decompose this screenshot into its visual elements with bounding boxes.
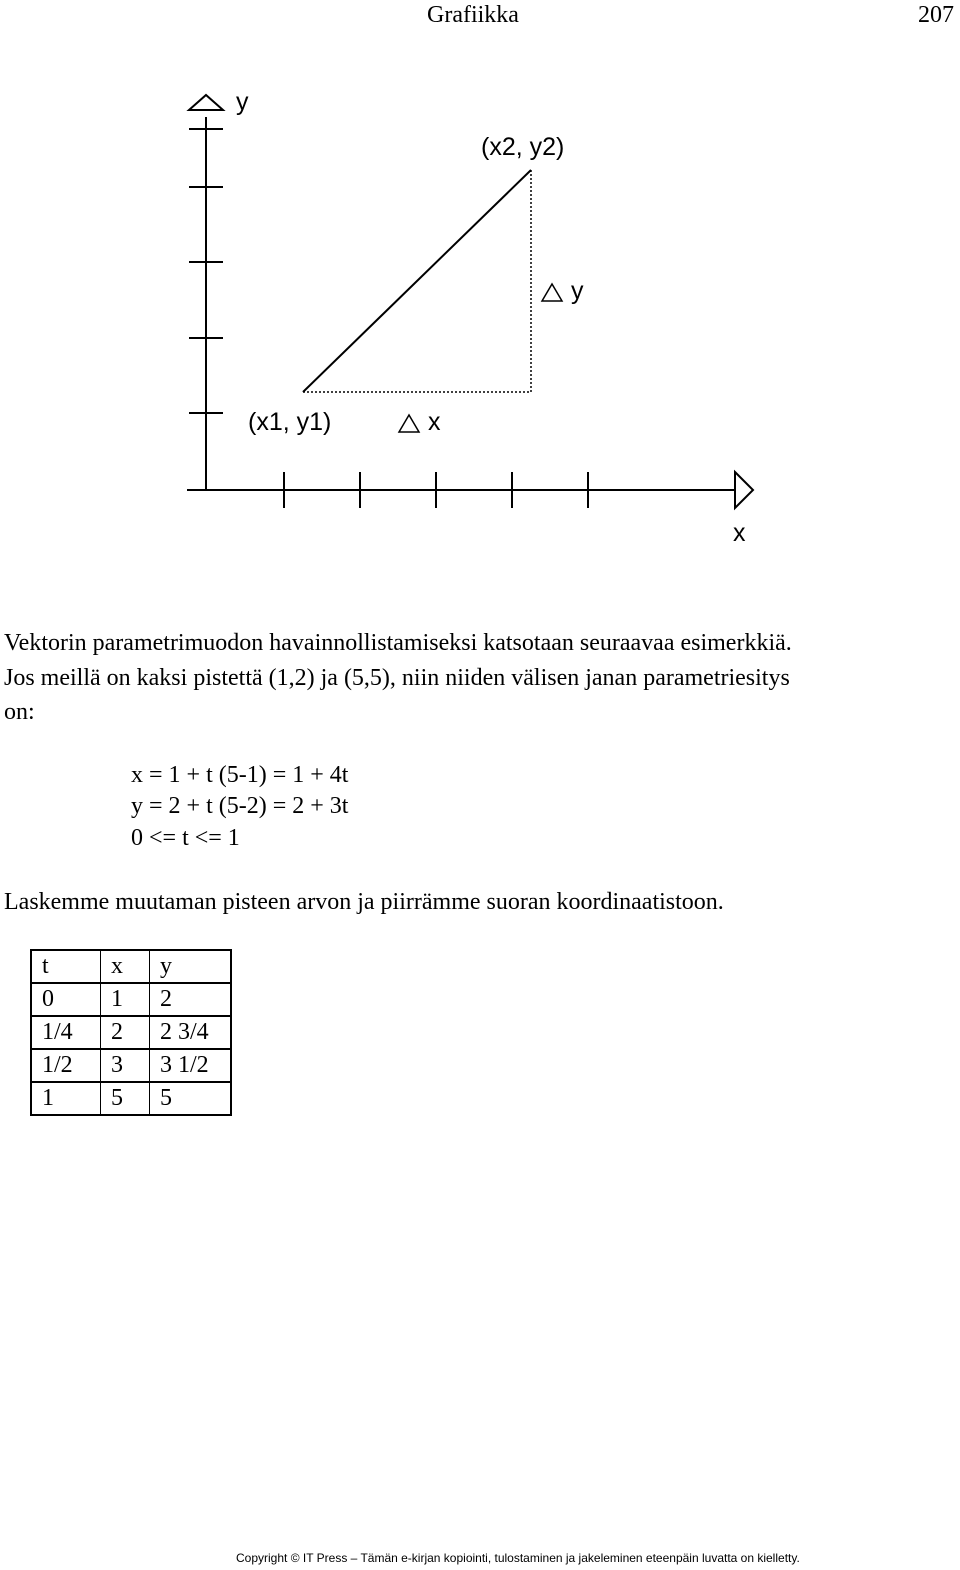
point2-label: (x2, y2): [481, 133, 565, 161]
table-row: [31, 1082, 231, 1115]
table-row: [31, 1049, 231, 1082]
delta-y-label: y: [571, 277, 584, 305]
x-axis-arrowhead: [735, 472, 753, 508]
table-cell: 3 1/2: [150, 1049, 232, 1082]
paragraph-line-3: on:: [4, 699, 35, 725]
closing-sentence: Laskemme muutaman pisteen arvon ja piirrämme suoran koordinaatistoon.: [4, 889, 724, 915]
table-cell: 2: [150, 983, 232, 1016]
values-table: [30, 949, 232, 1116]
page-header-title: Grafiikka: [427, 2, 519, 28]
table-cell: 3: [101, 1049, 150, 1082]
table-cell: 1: [101, 983, 150, 1016]
table-cell: 5: [150, 1082, 232, 1115]
table-header-x: x: [101, 950, 150, 983]
equation-range: 0 <= t <= 1: [131, 825, 240, 851]
equation-y: y = 2 + t (5-2) = 2 + 3t: [131, 793, 349, 819]
table-cell: 2 3/4: [150, 1016, 232, 1049]
table-cell: 0: [31, 983, 101, 1016]
coordinate-diagram: [0, 0, 960, 600]
table-header-y: y: [150, 950, 232, 983]
y-axis-arrowhead: [189, 95, 223, 110]
y-axis-label: y: [236, 88, 249, 116]
table-header-t: t: [31, 950, 101, 983]
x-axis-label: x: [733, 519, 746, 547]
point1-label: (x1, y1): [248, 408, 332, 436]
equation-x: x = 1 + t (5-1) = 1 + 4t: [131, 762, 349, 788]
paragraph-line-1: Vektorin parametrimuodon havainnollistamiseksi katsotaan seuraavaa esimerkkiä.: [4, 630, 792, 656]
segment-line: [303, 170, 531, 392]
delta-x-symbol: [399, 415, 419, 432]
table-cell: 1: [31, 1082, 101, 1115]
table-cell: 1/4: [31, 1016, 101, 1049]
table-cell: 2: [101, 1016, 150, 1049]
delta-y-symbol: [542, 284, 562, 301]
table-row: [31, 1016, 231, 1049]
table-header-row: [31, 950, 231, 983]
paragraph-line-2: Jos meillä on kaksi pistettä (1,2) ja (5,5), niin niiden välisen janan parametriesitys: [4, 665, 790, 691]
table-row: [31, 983, 231, 1016]
copyright-footer: Copyright © IT Press – Tämän e-kirjan kopiointi, tulostaminen ja jakeleminen eteenpäin luvatta on kielletty.: [236, 1551, 800, 1565]
table-cell: 1/2: [31, 1049, 101, 1082]
page-number: 207: [918, 2, 954, 28]
delta-x-label: x: [428, 408, 441, 436]
table-cell: 5: [101, 1082, 150, 1115]
